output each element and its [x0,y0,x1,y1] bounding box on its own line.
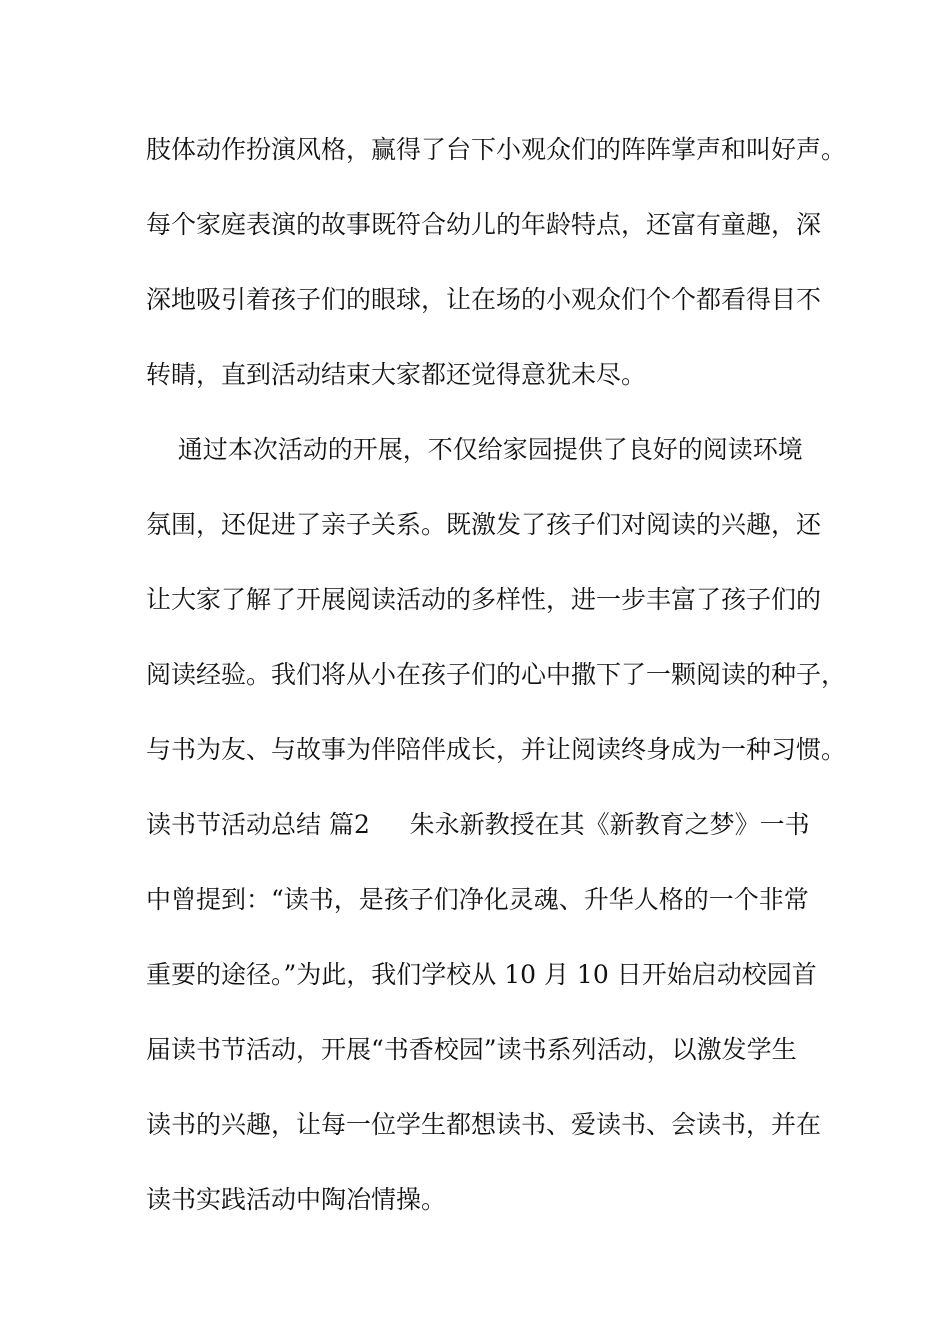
text-line: 届读书节活动，开展“书香校园”读书系列活动，以激发学生 [146,1035,797,1064]
text-line: 肢体动作扮演风格，赢得了台下小观众们的阵阵掌声和叫好声。 [146,135,847,164]
text-line: 每个家庭表演的故事既符合幼儿的年龄特点，还富有童趣，深 [146,210,822,239]
text-line: 读书节活动总结 篇2 朱永新教授在其《新教育之梦》一书 [146,810,810,839]
text-line: 读书的兴趣，让每一位学生都想读书、爱读书、会读书，并在 [146,1110,822,1139]
text-line: 阅读经验。我们将从小在孩子们的心中撒下了一颗阅读的种子， [146,660,847,689]
text-line: 氛围，还促进了亲子关系。既激发了孩子们对阅读的兴趣，还 [146,510,822,539]
text-line: 深地吸引着孩子们的眼球，让在场的小观众们个个都看得目不 [146,285,822,314]
text-line: 通过本次活动的开展，不仅给家园提供了良好的阅读环境 [146,435,803,464]
text-line: 转睛，直到活动结束大家都还觉得意犹未尽。 [146,360,647,389]
text-line: 重要的途径。”为此，我们学校从 10 月 10 日开始启动校园首 [146,960,817,989]
text-line: 读书实践活动中陶冶情操。 [146,1185,447,1214]
text-line: 中曾提到：“读书，是孩子们净化灵魂、升华人格的一个非常 [146,885,809,914]
text-line: 与书为友、与故事为伴陪伴成长，并让阅读终身成为一种习惯。 [146,735,847,764]
text-line: 让大家了解了开展阅读活动的多样性，进一步丰富了孩子们的 [146,585,822,614]
